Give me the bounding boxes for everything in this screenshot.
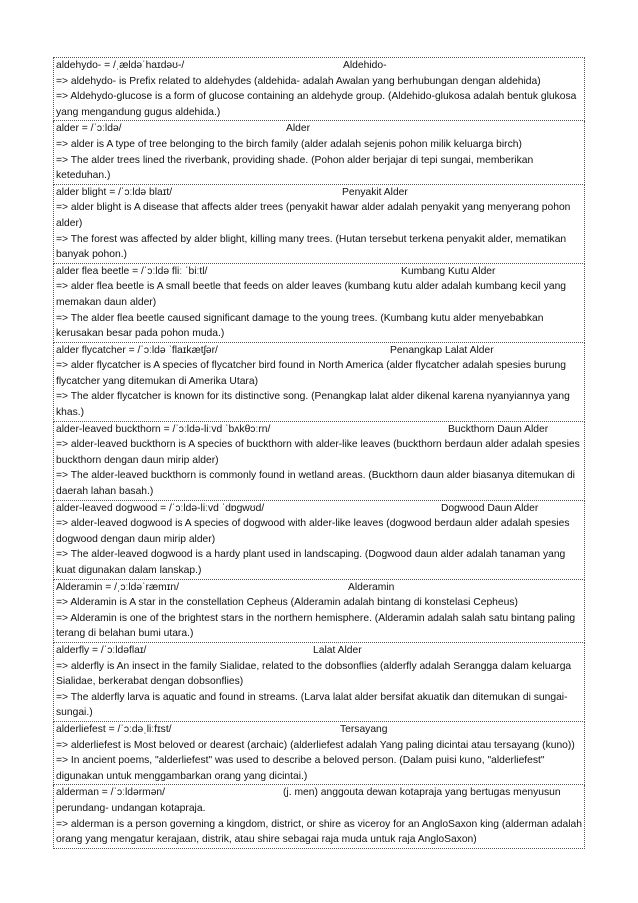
headword-translation: Penyakit Alder bbox=[342, 186, 408, 198]
definition-line: => alder-leaved buckthorn is A species of buckthorn with alder-like leaves (buckthorn berdaun alder adalah spesies buckthorn dengan daun mirip alder) bbox=[56, 439, 580, 466]
entry-headword bbox=[56, 58, 583, 74]
headword-pronunciation: aldehydo- = /ˌældəˈhaɪdəʊ-/ bbox=[56, 60, 185, 71]
headword-pronunciation: alderliefest = /ˈɔːdəˌliːfɪst/ bbox=[56, 723, 172, 735]
dictionary-entry bbox=[53, 57, 585, 121]
headword-translation: Alder bbox=[286, 123, 311, 135]
example-line: => In ancient poems, "alderliefest" was used to describe a beloved person. (Dalam puisi kuno, "alderliefest" digunakan untuk menggambarkan orang yang dicintai.) bbox=[56, 755, 545, 782]
headword-translation: (j. men) anggouta dewan kotapraja yang bertugas menyusun bbox=[283, 787, 561, 799]
dictionary-entry bbox=[53, 422, 585, 501]
dictionary-page bbox=[53, 57, 585, 849]
headword-pronunciation: alder-leaved buckthorn = /ˈɔːldə-liːvd ˈbʌkθɔːrn/ bbox=[56, 423, 271, 435]
definition-line: => alder blight is A disease that affects alder trees (penyakit hawar alder adalah penyakit yang menyerang pohon alder) bbox=[56, 202, 571, 229]
entry-headword bbox=[56, 722, 583, 738]
entry-headword bbox=[56, 643, 583, 659]
headword-translation: Aldehido- bbox=[343, 60, 387, 71]
headword-pronunciation: Alderamin = /ˌɔːldəˈræmɪn/ bbox=[56, 581, 179, 593]
example-line: => The alder flycatcher is known for its distinctive song. (Penangkap lalat alder dikenal karena nyanyiannya yang khas.) bbox=[56, 391, 570, 419]
entry-headword bbox=[56, 580, 583, 596]
definition-line: perundang- undangan kotapraja. bbox=[56, 802, 206, 814]
headword-translation: Penangkap Lalat Alder bbox=[390, 344, 494, 356]
headword-pronunciation: alderman = /ˈɔːldərmən/ bbox=[56, 787, 166, 799]
dictionary-entry bbox=[53, 643, 585, 722]
example-line: => The alder-leaved buckthorn is commonly found in wetland areas. (Buckthorn daun alder biasanya ditemukan di daerah lahan basah.) bbox=[56, 470, 575, 498]
headword-pronunciation: alder blight = /ˈɔːldə blaɪt/ bbox=[56, 186, 173, 198]
definition-line: => alder flycatcher is A species of flycatcher bird found in North America (alder flycatcher adalah spesies burung flycatcher yang ditemukan di Amerika Utara) bbox=[56, 360, 566, 387]
dictionary-entry bbox=[53, 722, 585, 785]
entry-headword bbox=[56, 422, 583, 438]
dictionary-entry bbox=[53, 501, 585, 580]
headword-pronunciation: alderfly = /ˈɔːldəflaɪ/ bbox=[56, 644, 147, 656]
headword-pronunciation: alder = /ˈɔːldə/ bbox=[56, 123, 122, 135]
entry-headword bbox=[56, 121, 583, 137]
definition-line: => Alderamin is A star in the constellation Cepheus (Alderamin adalah bintang di konstelasi Cepheus) bbox=[56, 597, 518, 609]
entry-headword bbox=[56, 264, 583, 280]
definition-line: => alder-leaved dogwood is A species of dogwood with alder-like leaves (dogwood berdaun alder adalah spesies dogwood dengan daun mirip alder) bbox=[56, 518, 570, 545]
definition-line: => aldehydo- is Prefix related to aldehydes (aldehida- adalah Awalan yang berhubungan dengan aldehida) bbox=[56, 75, 541, 87]
headword-translation: Lalat Alder bbox=[313, 644, 362, 656]
headword-translation: Alderamin bbox=[348, 581, 395, 593]
example-line: => The alder trees lined the riverbank, providing shade. (Pohon alder berjajar di tepi sungai, memberikan keteduhan.) bbox=[56, 154, 534, 182]
example-line: => The forest was affected by alder blight, killing many trees. (Hutan tersebut terkena penyakit alder, mematikan banyak pohon.) bbox=[56, 233, 567, 261]
definition-line: => alderfly is An insect in the family Sialidae, related to the dobsonflies (alderfly adalah Serangga dalam keluarga Sialidae, berkerabat dengan dobsonflies) bbox=[56, 660, 572, 688]
headword-pronunciation: alder flea beetle = /ˈɔːldə fliː ˈbiːtl/ bbox=[56, 265, 208, 277]
example-line: => The alder flea beetle caused significant damage to the young trees. (Kumbang kutu alder menyebabkan kerusakan besar pada pohon muda.) bbox=[56, 312, 544, 340]
definition-line: => alder flea beetle is A small beetle that feeds on alder leaves (kumbang kutu alder adalah kumbang kecil yang memakan daun alder) bbox=[56, 281, 567, 308]
entry-headword bbox=[56, 785, 583, 801]
example-line: => alderman is a person governing a kingdom, district, or shire as viceroy for an AngloSaxon king (alderman adalah orang yang mengatur kerajaan, distrik, atau shire sebagai raja muda untuk raja AngloSaxon) bbox=[56, 818, 583, 846]
example-line: => The alder-leaved dogwood is a hardy plant used in landscaping. (Dogwood daun alder adalah tanaman yang kuat digunakan dalam lanskap.) bbox=[56, 549, 566, 576]
dictionary-entry bbox=[53, 185, 585, 264]
headword-pronunciation: alder flycatcher = /ˈɔːldə ˈflaɪkætʃər/ bbox=[56, 344, 218, 356]
dictionary-entry bbox=[53, 343, 585, 422]
headword-translation: Kumbang Kutu Alder bbox=[401, 265, 496, 277]
example-line: => Aldehydo-glucose is a form of glucose containing an aldehyde group. (Aldehido-glukosa adalah bentuk glukosa yang mengandung gugus aldehida.) bbox=[56, 91, 577, 118]
dictionary-entry bbox=[53, 264, 585, 343]
entry-headword bbox=[56, 501, 583, 517]
entry-headword bbox=[56, 343, 583, 359]
example-line: => The alderfly larva is aquatic and found in streams. (Larva lalat alder bersifat akuatik dan ditemukan di sungai-sungai.) bbox=[56, 691, 568, 719]
example-line: => Alderamin is one of the brightest stars in the northern hemisphere. (Alderamin adalah salah satu bintang paling terang di belahan bumi utara.) bbox=[56, 612, 576, 640]
definition-line: => alderliefest is Most beloved or dearest (archaic) (alderliefest adalah Yang paling dicintai atau tersayang (kuno)) bbox=[56, 739, 575, 751]
dictionary-entry bbox=[53, 785, 585, 848]
dictionary-entry bbox=[53, 121, 585, 184]
headword-translation: Tersayang bbox=[340, 723, 388, 735]
headword-pronunciation: alder-leaved dogwood = /ˈɔːldə-liːvd ˈdɒgwʊd/ bbox=[56, 502, 265, 514]
headword-translation: Buckthorn Daun Alder bbox=[448, 423, 549, 435]
dictionary-entry bbox=[53, 580, 585, 643]
headword-translation: Dogwood Daun Alder bbox=[441, 502, 539, 514]
entry-headword bbox=[56, 185, 583, 201]
definition-line: => alder is A type of tree belonging to the birch family (alder adalah sejenis pohon milik keluarga birch) bbox=[56, 138, 522, 150]
